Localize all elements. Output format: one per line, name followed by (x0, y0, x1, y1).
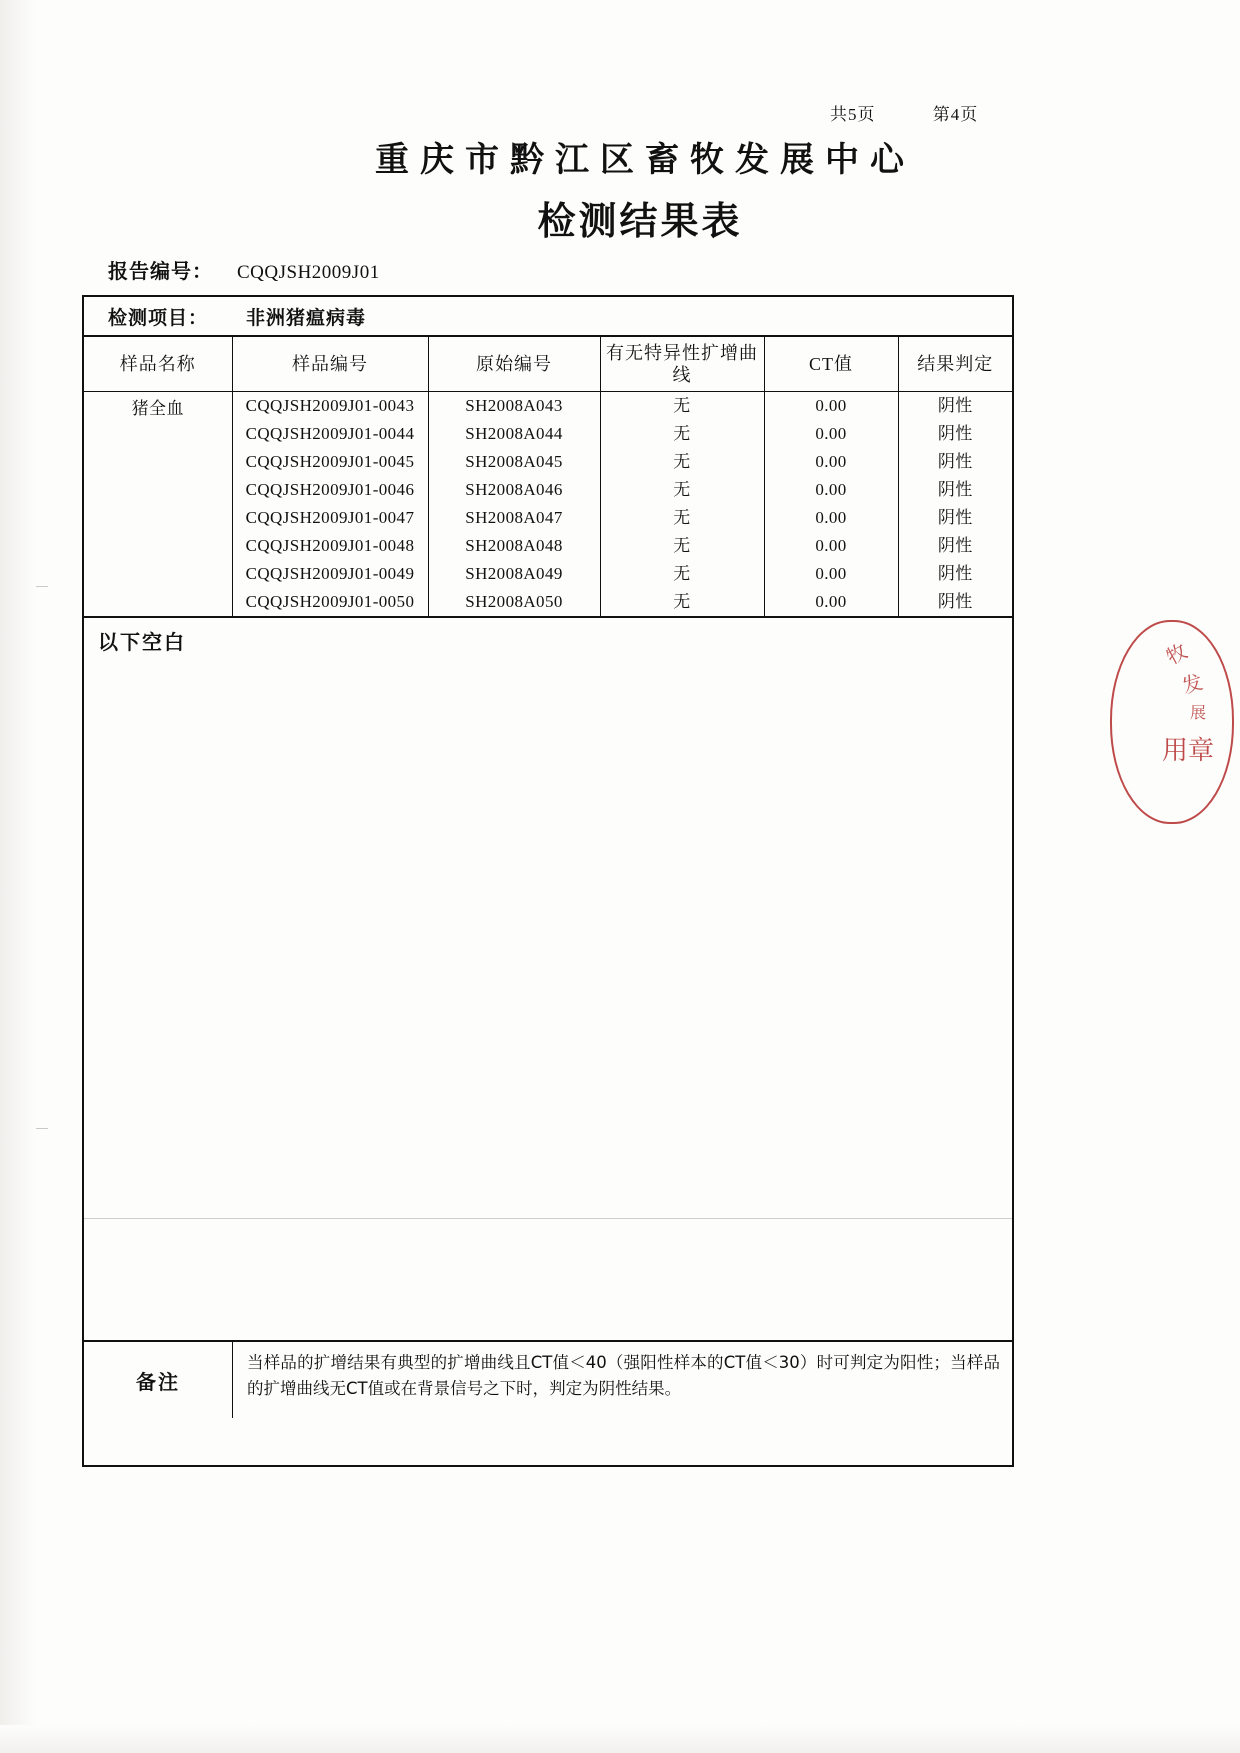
column-header-sample-name: 样品名称 (84, 337, 232, 392)
page-title: 检测结果表 (537, 198, 743, 243)
cell-sample-no: CQQJSH2009J01-0044 (232, 420, 428, 448)
cell-curve: 无 (600, 560, 764, 588)
results-frame (82, 295, 1014, 1467)
test-item-value: 非洲猪瘟病毒 (246, 307, 367, 329)
seal-char-4: 用章 (1162, 736, 1215, 766)
table-header-row (84, 337, 1012, 392)
cell-ct-value: 0.00 (764, 476, 898, 504)
cell-result: 阴性 (937, 592, 973, 611)
cell-original-no: SH2008A045 (428, 448, 600, 476)
official-seal-stamp (1156, 620, 1234, 820)
report-number-value: CQQJSH2009J01 (237, 262, 380, 283)
cell-result: 阴性 (937, 564, 973, 583)
report-number (108, 255, 380, 284)
cell-sample-no: CQQJSH2009J01-0045 (232, 448, 428, 476)
current-page-label: 第4页 (932, 105, 979, 124)
scan-tick-mark (36, 1128, 48, 1129)
cell-ct-value: 0.00 (764, 532, 898, 560)
cell-ct-value: 0.00 (764, 392, 898, 421)
cell-ct-value: 0.00 (764, 448, 898, 476)
cell-result: 阴性 (937, 508, 973, 527)
column-header-ct-value: CT值 (764, 337, 898, 392)
cell-sample-name: 猪全血 (84, 392, 232, 617)
cell-sample-no: CQQJSH2009J01-0046 (232, 476, 428, 504)
cell-sample-no: CQQJSH2009J01-0043 (232, 392, 428, 421)
cell-curve: 无 (600, 588, 764, 616)
scan-tick-mark (36, 586, 48, 587)
results-table-body (84, 392, 1012, 617)
cell-original-no: SH2008A049 (428, 560, 600, 588)
seal-char-3: 展 (1190, 703, 1207, 722)
column-header-original-no: 原始编号 (428, 337, 600, 392)
total-pages-label: 共5页 (830, 105, 876, 124)
report-number-label: 报告编号： (108, 261, 213, 283)
column-header-result: 结果判定 (898, 337, 1012, 392)
cell-ct-value: 0.00 (764, 504, 898, 532)
cell-ct-value: 0.00 (764, 420, 898, 448)
cell-sample-no: CQQJSH2009J01-0047 (232, 504, 428, 532)
results-table-wrap (84, 337, 1012, 618)
table-row (84, 392, 1012, 421)
cell-original-no: SH2008A046 (428, 476, 600, 504)
cell-curve: 无 (600, 392, 764, 421)
cell-sample-no: CQQJSH2009J01-0049 (232, 560, 428, 588)
blank-area (84, 618, 1012, 1342)
remark-text: 当样品的扩增结果有典型的扩增曲线且CT值＜40（强阳性样本的CT值＜30）时可判定为阳性；当样品的扩增曲线无CT值或在背景信号之下时，判定为阴性结果。 (247, 1353, 1000, 1398)
cell-curve: 无 (600, 504, 764, 532)
cell-ct-value: 0.00 (764, 560, 898, 588)
cell-curve: 无 (600, 476, 764, 504)
blank-notice-label: 以下空白 (98, 632, 186, 654)
cell-curve: 无 (600, 532, 764, 560)
cell-original-no: SH2008A048 (428, 532, 600, 560)
page-indicator (830, 100, 1160, 125)
cell-result: 阴性 (937, 452, 973, 471)
remark-row (84, 1342, 1012, 1418)
cell-ct-value: 0.00 (764, 588, 898, 616)
results-table (84, 337, 1012, 616)
remark-label: 备注 (84, 1342, 233, 1418)
seal-char-1: 牧 (1162, 638, 1193, 670)
cell-result: 阴性 (937, 396, 973, 415)
cell-curve: 无 (600, 448, 764, 476)
scan-edge-bottom (0, 1725, 1240, 1753)
test-item-label: 检测项目： (107, 307, 208, 329)
column-header-curve: 有无特异性扩增曲线 (600, 337, 764, 392)
cell-original-no: SH2008A043 (428, 392, 600, 421)
cell-result: 阴性 (937, 480, 973, 499)
cell-curve: 无 (600, 420, 764, 448)
organization-title: 重庆市黔江区畜牧发展中心 (375, 140, 915, 180)
seal-char-2: 发 (1179, 669, 1206, 699)
test-item-row (84, 297, 1012, 337)
cell-original-no: SH2008A047 (428, 504, 600, 532)
cell-sample-no: CQQJSH2009J01-0050 (232, 588, 428, 616)
cell-result: 阴性 (937, 424, 973, 443)
cell-sample-no: CQQJSH2009J01-0048 (232, 532, 428, 560)
cell-original-no: SH2008A050 (428, 588, 600, 616)
scan-edge-left (0, 0, 36, 1753)
cell-original-no: SH2008A044 (428, 420, 600, 448)
cell-result: 阴性 (937, 536, 973, 555)
column-header-sample-no: 样品编号 (232, 337, 428, 392)
fold-line (84, 1218, 1012, 1219)
